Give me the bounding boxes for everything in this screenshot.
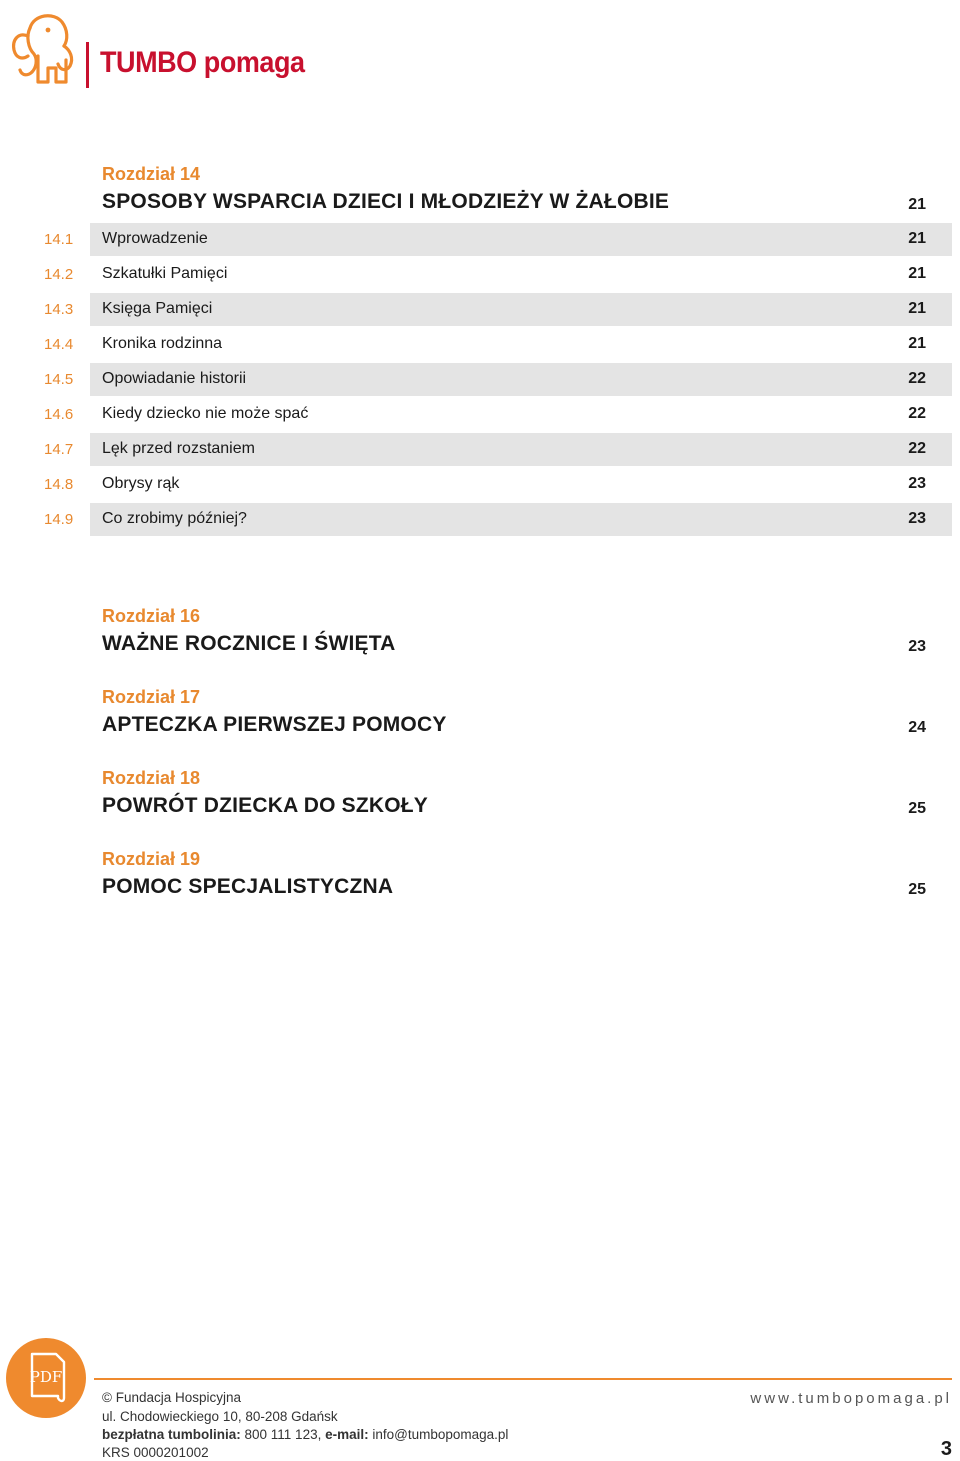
section-page-number: 22 [908,440,926,457]
page-number: 3 [940,1438,952,1460]
section-title: Co zrobimy później? [102,510,247,527]
chapter-page-number: 25 [908,800,926,817]
section-title: Lęk przed rozstaniem [102,440,255,457]
chapter-14-sections [0,222,960,537]
section-number: 14.6 [44,406,74,423]
section-page-number: 23 [908,510,926,527]
section-page-number: 21 [908,300,926,317]
chapter-title: SPOSOBY WSPARCIA DZIECI I MŁODZIEŻY W ŻAŁOBIE [102,190,670,213]
pdf-badge-icon[interactable] [6,1338,86,1418]
email-label: e-mail: [325,1427,369,1442]
section-title: Obrysy rąk [102,475,180,492]
hotline-value[interactable]: 800 111 123, [240,1427,326,1442]
page-header [0,0,960,100]
section-title: Opowiadanie historii [102,370,247,387]
chapter-label: Rozdział 14 [102,164,201,184]
toc-row[interactable] [0,327,960,362]
footer-copyright: © Fundacja Hospicyjna [102,1390,242,1405]
section-title: Kronika rodzinna [102,335,223,352]
toc-row[interactable] [0,432,960,467]
section-number: 14.4 [44,336,74,353]
section-title: Księga Pamięci [102,300,213,317]
section-title: Wprowadzenie [102,230,208,247]
toc-row[interactable] [0,362,960,397]
toc-row[interactable] [0,397,960,432]
chapter-title: POWRÓT DZIECKA DO SZKOŁY [102,794,429,817]
section-number: 14.8 [44,476,74,493]
section-number: 14.2 [44,266,74,283]
chapter-label: Rozdział 19 [102,849,201,869]
section-page-number: 21 [908,265,926,282]
section-page-number: 22 [908,405,926,422]
section-page-number: 22 [908,370,926,387]
section-number: 14.7 [44,441,74,458]
toc-row[interactable] [0,292,960,327]
chapter-label: Rozdział 16 [102,606,201,626]
section-number: 14.3 [44,301,74,318]
section-page-number: 21 [908,335,926,352]
chapter-label: Rozdział 17 [102,687,201,707]
toc-row[interactable] [0,257,960,292]
chapter-page-number: 24 [908,719,926,736]
chapter-page-number: 23 [908,638,926,655]
logo-divider [86,42,89,88]
footer-divider [94,1378,952,1380]
footer-contact [102,1427,508,1442]
hotline-label: bezpłatna tumbolinia: [102,1427,241,1442]
footer-website-link[interactable]: www.tumbopomaga.pl [750,1390,952,1407]
chapter-page-number: 25 [908,881,926,898]
page-footer [0,1330,960,1460]
section-number: 14.5 [44,371,74,388]
pdf-badge-label: PDF [29,1368,63,1386]
chapter-title: APTECZKA PIERWSZEJ POMOCY [102,713,447,736]
section-page-number: 23 [908,475,926,492]
chapter-label: Rozdział 18 [102,768,201,788]
toc-row[interactable] [0,467,960,502]
section-number: 14.1 [44,231,74,248]
toc-row[interactable] [0,502,960,537]
section-page-number: 21 [908,230,926,247]
footer-address: ul. Chodowieckiego 10, 80-208 Gdańsk [102,1409,338,1424]
chapter-title: WAŻNE ROCZNICE I ŚWIĘTA [102,632,396,655]
email-value[interactable]: info@tumbopomaga.pl [368,1427,509,1442]
section-number: 14.9 [44,511,74,528]
section-title: Kiedy dziecko nie może spać [102,405,309,422]
chapter-page-number: 21 [908,196,926,213]
pdf-document-icon [6,1338,86,1418]
section-title: Szkatułki Pamięci [102,265,228,282]
toc-row[interactable] [0,222,960,257]
logo-text: TUMBO pomaga [100,46,305,79]
chapter-title: POMOC SPECJALISTYCZNA [102,875,394,898]
footer-krs: KRS 0000201002 [102,1445,209,1460]
elephant-logo-icon [8,6,78,90]
